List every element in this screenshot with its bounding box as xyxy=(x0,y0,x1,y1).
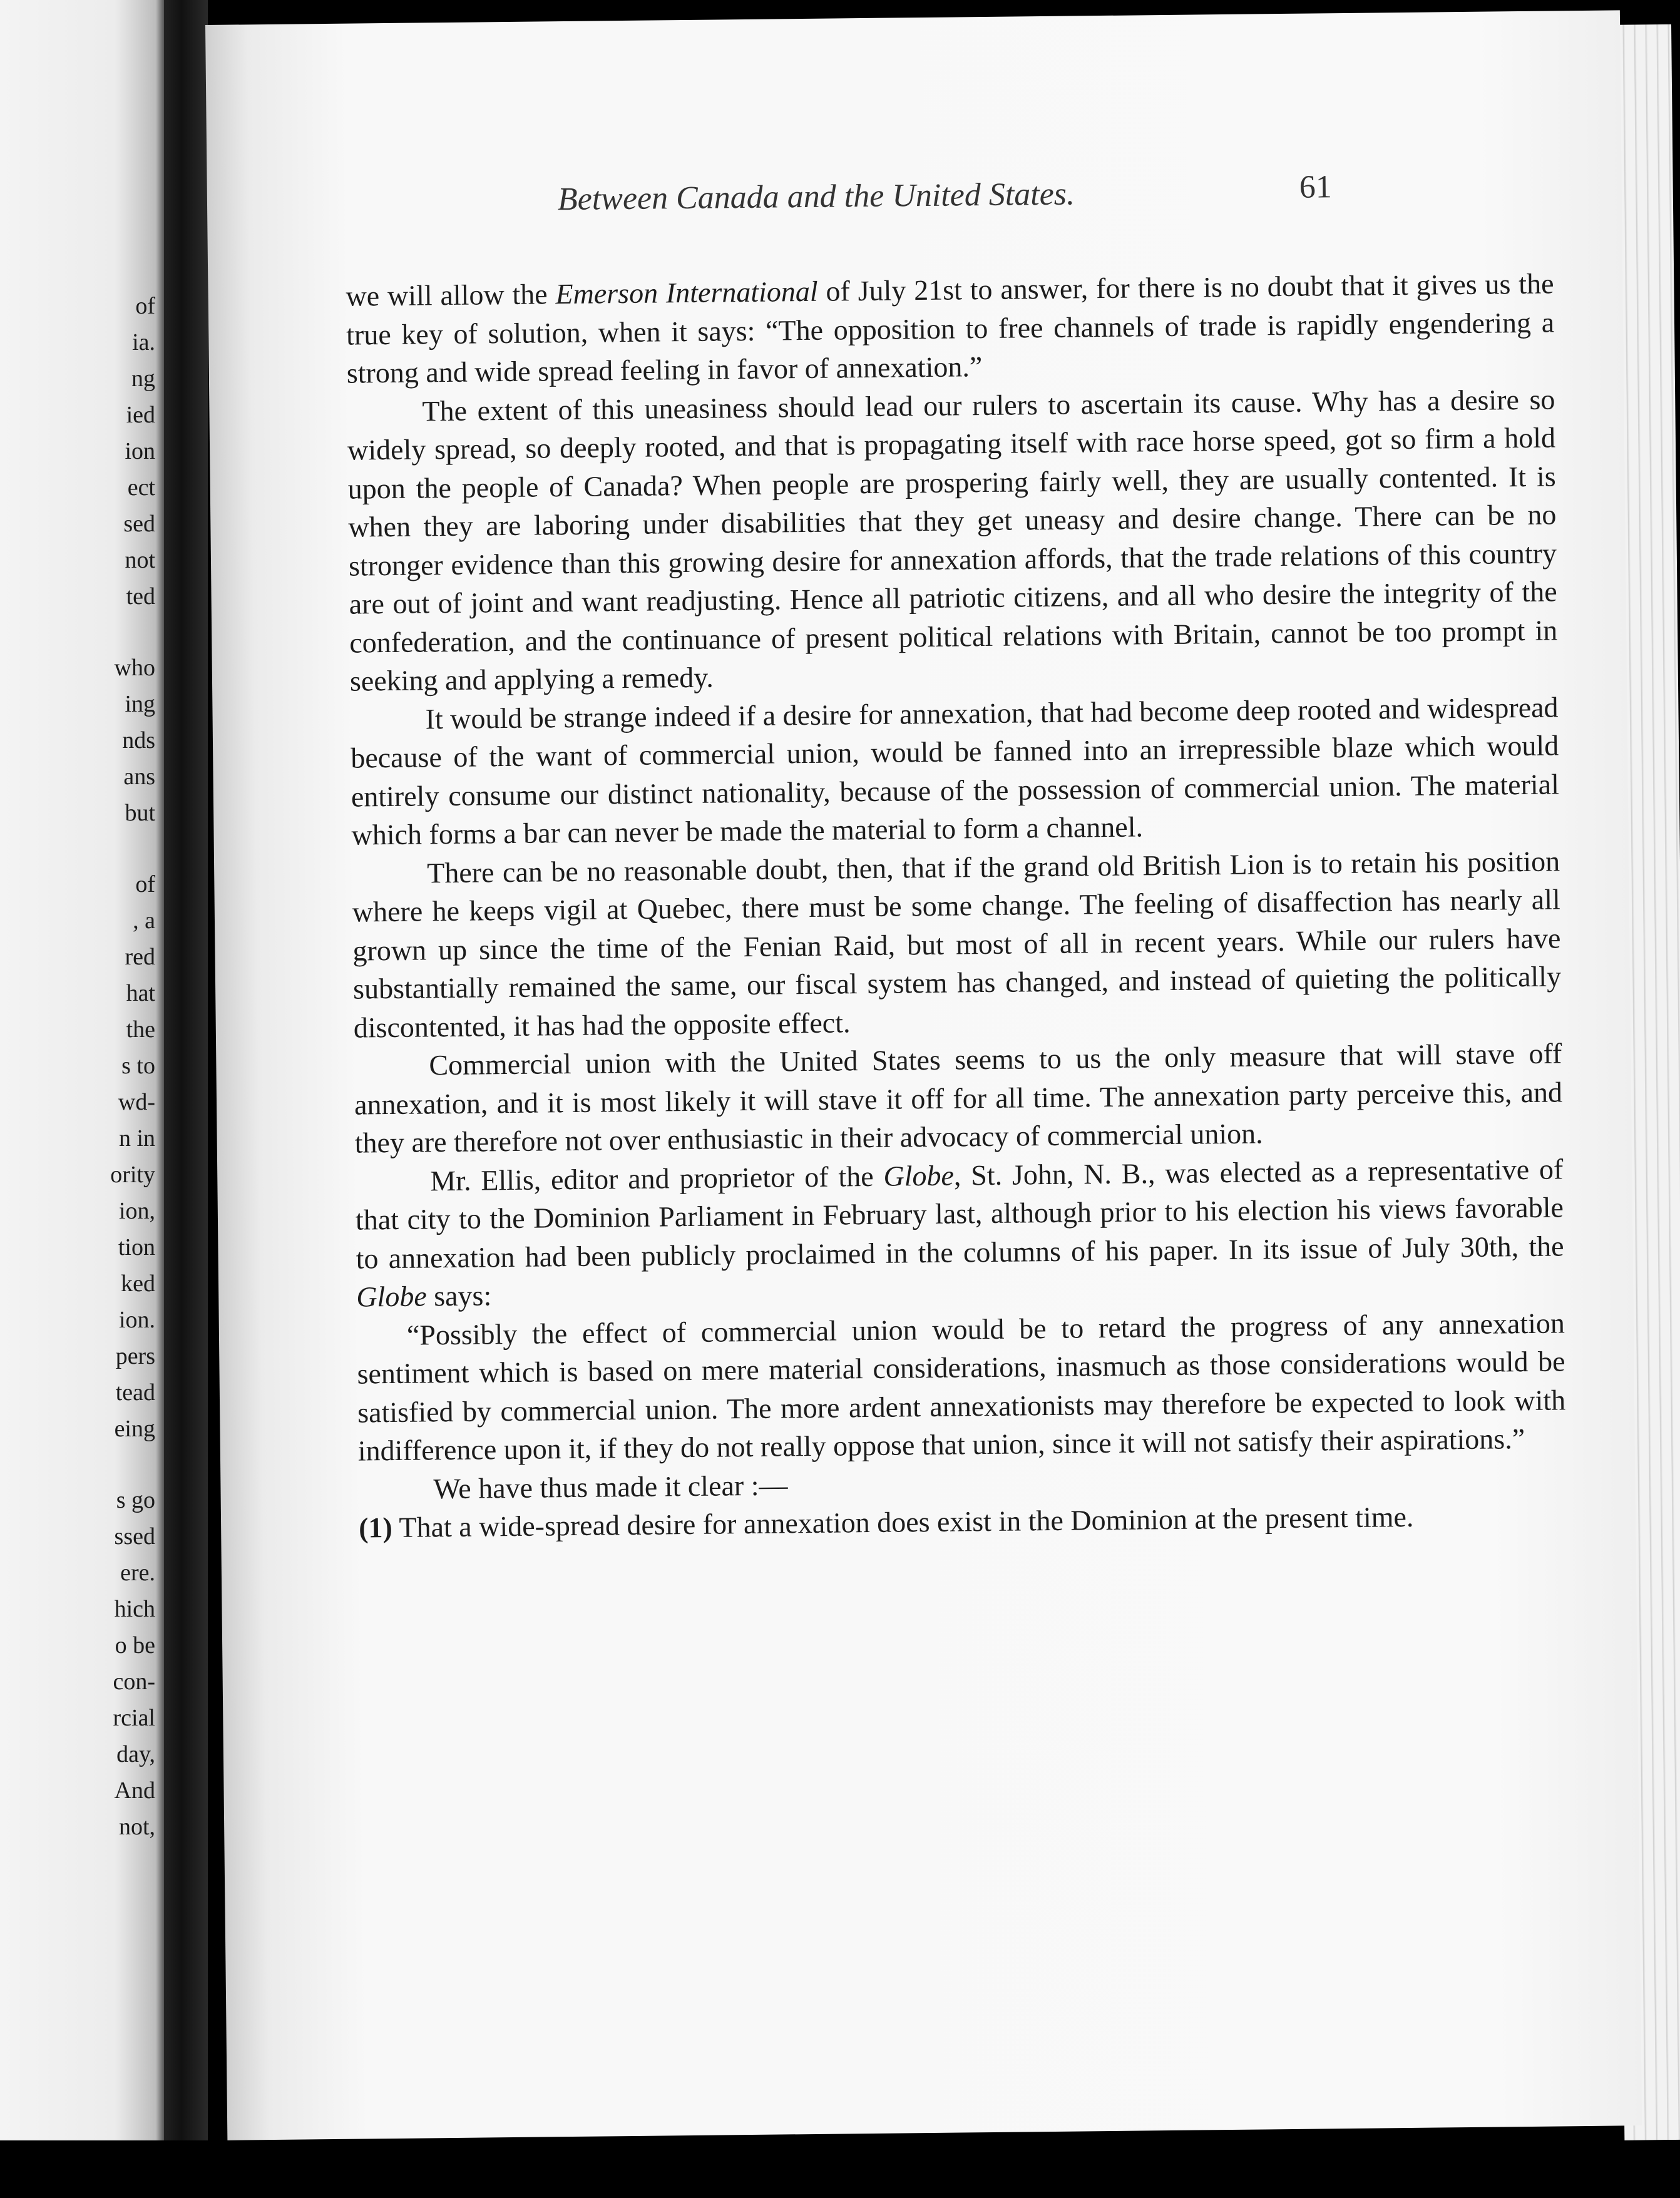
left-page-fragment: s to xyxy=(121,1053,155,1079)
scan-border xyxy=(0,2140,1680,2198)
left-page-fragment: who xyxy=(114,655,155,681)
body-text xyxy=(346,264,1567,1547)
left-page-fragment: wd- xyxy=(118,1089,155,1115)
left-facing-page xyxy=(0,0,164,2198)
left-page-fragment: not xyxy=(125,547,155,573)
left-page-fragment: nds xyxy=(122,727,155,754)
left-page-fragment: not, xyxy=(118,1814,155,1840)
paragraph-6-text-a: Mr. Ellis, editor and proprietor of the xyxy=(430,1160,884,1197)
left-page-fragment: day, xyxy=(116,1741,155,1767)
paragraph-3: It would be strange indeed if a desire for annexation, that had become deep rooted and widespread because of the want of commercial union, would be fanned into an irrepressible blaze which would entirely consume our distinct nationality, because of the possession of commercial union. The material which forms a bar can never be made the material to form a channel. xyxy=(351,690,1560,851)
paragraph-6-text-b: , St. John, N. B., was elected as a representative of that city to the Dominion Parliament in February last, although prior to his election his views favorable to annexation had been publicly proclaimed in the columns of his paper. In its issue of July 30th, the xyxy=(355,1152,1564,1275)
left-page-fragment: ied xyxy=(126,402,155,428)
paragraph-5: Commercial union with the United States seems to us the only measure that will stave off annexation, and it is most likely it will stave it off for all time. The annexation party perceive this, and they are therefore not over enthusiastic in their advocacy of commercial union. xyxy=(354,1037,1563,1159)
left-page-fragment: ssed xyxy=(114,1523,155,1550)
paragraph-1 xyxy=(346,264,1555,392)
paragraph-6-text-c: says: xyxy=(426,1279,492,1312)
left-page-fragment: ect xyxy=(127,474,155,501)
left-page-fragment: but xyxy=(125,800,155,826)
left-page-fragment: s go xyxy=(116,1487,155,1513)
left-page-fragment: ng xyxy=(131,365,155,392)
left-page-fragment: tion xyxy=(118,1234,155,1260)
paragraph-1-text-a: we will allow the xyxy=(346,278,556,312)
block-quote: “Possibly the effect of commercial union would be to retard the progress of any annexation sentiment which is based on mere material considerations, inasmuch as those considerations would be satisfied by commercial union. The more ardent annexationists may therefore be expected to look with indifference upon it, if they do not really oppose that union, since it will not satisfy their aspirations.” xyxy=(357,1306,1566,1467)
paragraph-2: The extent of this uneasiness should lead our rulers to ascertain its cause. Why has a desire so widely spread, so deeply rooted, and that is propagating itself with race horse speed, got so firm a hold upon the people of Canada? When people are prospering fairly well, they are usually contented. It is when they are laboring under disabilities that they get uneasy and desire change. There can be no stronger evidence than this growing desire for annexation affords, that the trade relations of this country are out of joint and want readjusting. Hence all patriotic citizens, and all who desire the integrity of the confederation, and the continuance of present political relations with Britain, cannot be too prompt in seeking and applying a remedy. xyxy=(347,382,1558,697)
paragraph-1-text-b: of July 21st to answer, for there is no doubt that it gives us the true key of solution, when it says: “The opposition to free channels of trade is rapidly engendering a strong and wide spread feeling in favor of annexation.” xyxy=(346,267,1555,389)
paragraph-4: There can be no reasonable doubt, then, that if the grand old British Lion is to retain his position where he keeps vigil at Quebec, there must be some change. The feeling of disaffection has nearly all grown up since the time of the Fenian Raid, but most of all in recent years. While our rulers have substantially remained the same, our fiscal system has changed, and instead of quieting the politically discontented, it has had the opposite effect. xyxy=(352,844,1562,1044)
newspaper-title: Emerson International xyxy=(555,275,818,310)
running-head: Between Canada and the United States. xyxy=(557,176,1075,218)
left-page-fragment: red xyxy=(125,944,155,970)
left-page-fragment: , a xyxy=(133,907,155,934)
left-page-fragment: of xyxy=(135,293,155,319)
left-page-fragment: pers xyxy=(115,1343,155,1369)
left-page-fragment: ted xyxy=(126,583,155,610)
left-page-fragment: eing xyxy=(114,1416,155,1442)
left-page-fragment: ion xyxy=(125,438,155,464)
newspaper-title: Globe xyxy=(883,1159,955,1192)
left-page-fragment: tead xyxy=(115,1379,155,1406)
left-page-fragment: ere. xyxy=(120,1560,155,1586)
page-number: 61 xyxy=(1299,169,1333,205)
paragraph-6 xyxy=(355,1150,1564,1316)
book-page xyxy=(205,10,1642,2140)
book-binding xyxy=(164,0,208,2198)
list-marker: (1) xyxy=(358,1511,393,1544)
left-page-fragment: the xyxy=(126,1016,155,1043)
left-page-fragment: sed xyxy=(123,511,155,537)
left-page-fragment: And xyxy=(114,1777,155,1804)
paragraph-7: We have thus made it clear :— xyxy=(433,1468,788,1505)
left-page-fragment: rcial xyxy=(113,1705,155,1731)
left-page-fragment: hich xyxy=(114,1596,155,1622)
left-page-fragment: ion, xyxy=(118,1198,155,1224)
left-page-fragment: n in xyxy=(118,1125,155,1152)
list-item-text: That a wide-spread desire for annexation does exist in the Dominion at the present time. xyxy=(399,1500,1414,1543)
left-page-fragment: ion. xyxy=(118,1307,155,1333)
left-page-fragment: con- xyxy=(113,1669,155,1695)
left-page-fragment: ing xyxy=(125,691,155,717)
newspaper-title: Globe xyxy=(356,1280,427,1313)
left-page-fragment: ans xyxy=(123,764,155,790)
left-page-fragment: ked xyxy=(121,1270,155,1297)
left-page-fragment: hat xyxy=(126,980,155,1006)
left-page-fragment: ority xyxy=(110,1162,155,1188)
left-page-fragment: ia. xyxy=(132,329,155,355)
left-page-fragment: o be xyxy=(115,1632,155,1659)
left-page-fragment: of xyxy=(135,871,155,897)
